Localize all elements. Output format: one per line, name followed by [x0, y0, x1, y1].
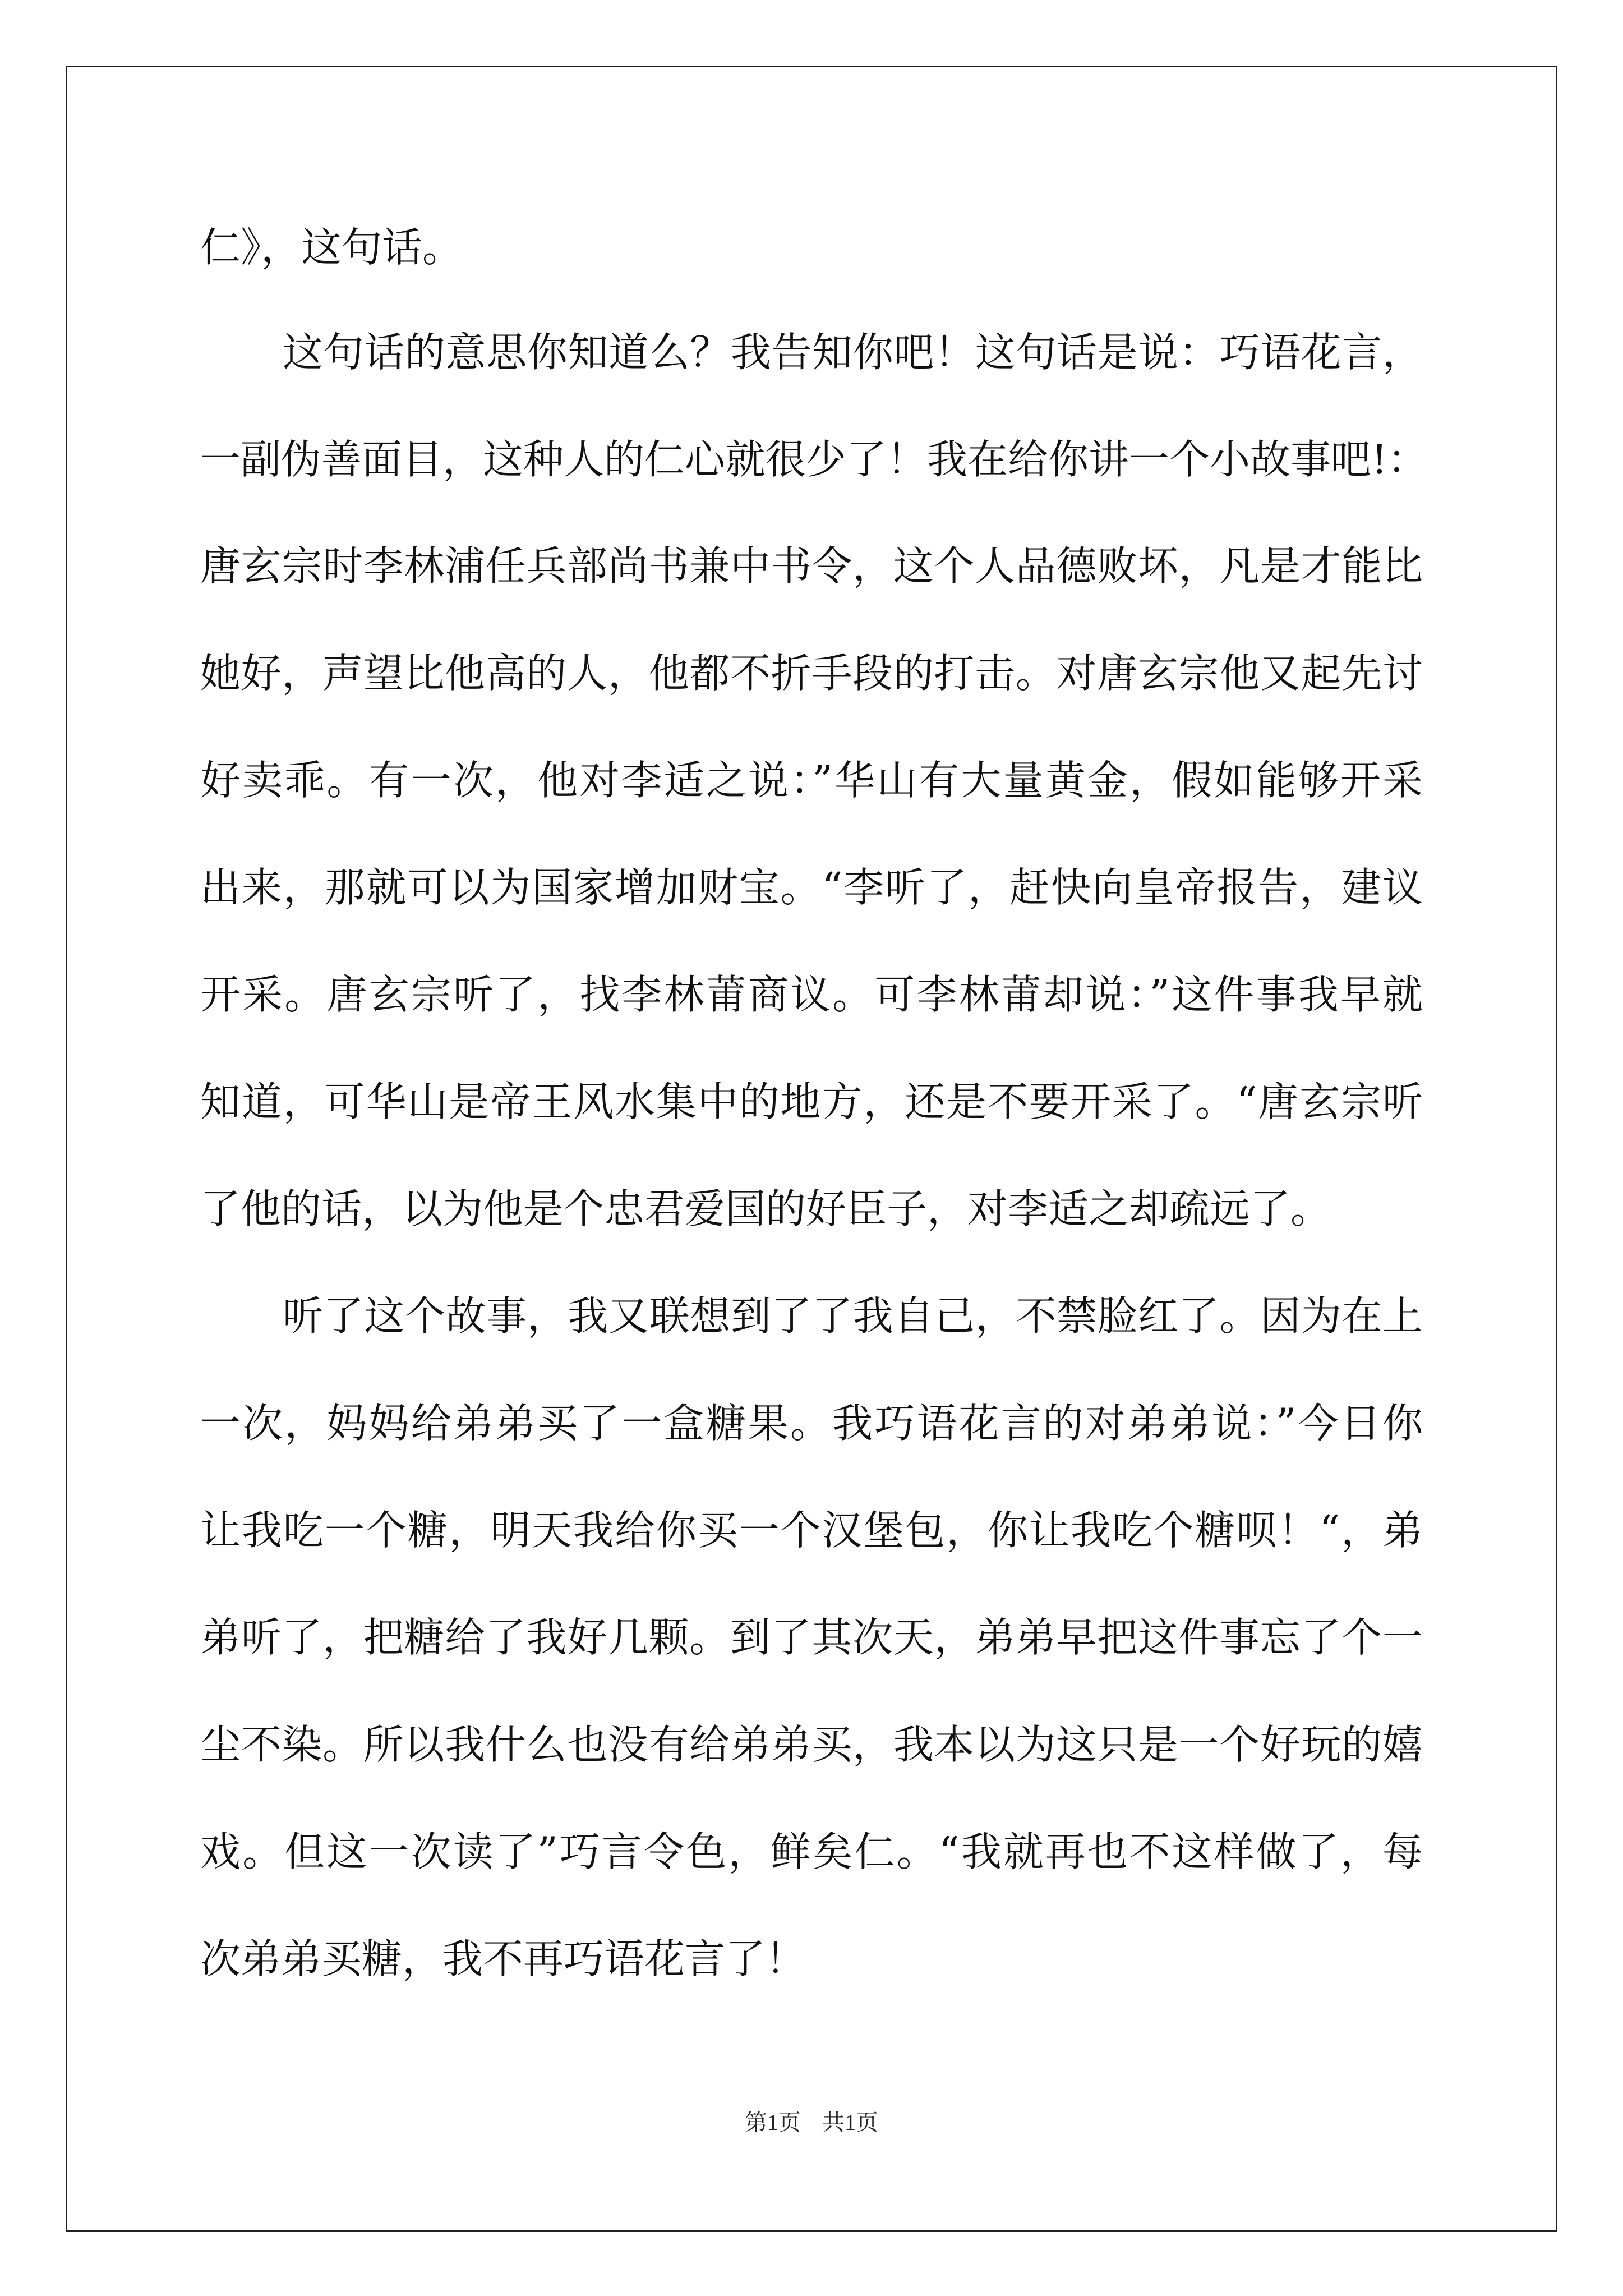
text-line: 开采。唐玄宗听了，找李林莆商议。可李林莆却说：”这件事我早就 [200, 971, 1423, 1018]
text-line: 一次，妈妈给弟弟买了一盒糖果。我巧语花言的对弟弟说：”今日你 [200, 1400, 1423, 1447]
text-line: 唐玄宗时李林浦任兵部尚书兼中书令，这个人品德败坏，凡是才能比 [200, 542, 1423, 590]
text-line: 出来，那就可以为国家增加财宝。“李听了，赶快向皇帝报告，建议 [200, 864, 1423, 911]
text-line: 一副伪善面目，这种人的仁心就很少了！我在给你讲一个小故事吧!： [200, 436, 1428, 483]
page-border [66, 66, 1557, 2232]
text-line: 让我吃一个糖，明天我给你买一个汉堡包，你让我吃个糖呗！“，弟 [200, 1507, 1423, 1554]
text-line: 她好，声望比他高的人，他都不折手段的打击。对唐玄宗他又起先讨 [200, 650, 1423, 697]
page-footer [0, 2105, 1623, 2137]
text-line: 听了这个故事，我又联想到了了我自己，不禁脸红了。因为在上 [283, 1292, 1423, 1340]
text-line: 次弟弟买糖，我不再巧语花言了！ [200, 1935, 806, 1982]
text-line: 知道，可华山是帝王风水集中的地方，还是不要开采了。“唐玄宗听 [200, 1078, 1423, 1125]
text-line: 弟听了，把糖给了我好几颗。到了其次天，弟弟早把这件事忘了个一 [200, 1614, 1423, 1661]
text-line: 戏。但这一次读了”巧言令色，鲜矣仁。“我就再也不这样做了，每 [200, 1828, 1423, 1875]
text-line: 仁》，这句话。 [200, 224, 463, 271]
text-line: 尘不染。所以我什么也没有给弟弟买，我本以为这只是一个好玩的嬉 [200, 1721, 1423, 1768]
text-line: 了他的话，以为他是个忠君爱国的好臣子，对李适之却疏远了。 [200, 1185, 1331, 1232]
text-line: 这句话的意思你知道么？我告知你吧！这句话是说：巧语花言， [283, 329, 1423, 376]
page-number: 第1页 [745, 2110, 801, 2135]
page-total: 共1页 [822, 2110, 878, 2135]
text-line: 好卖乖。有一次，他对李适之说：”华山有大量黄金，假如能够开采 [200, 757, 1423, 804]
